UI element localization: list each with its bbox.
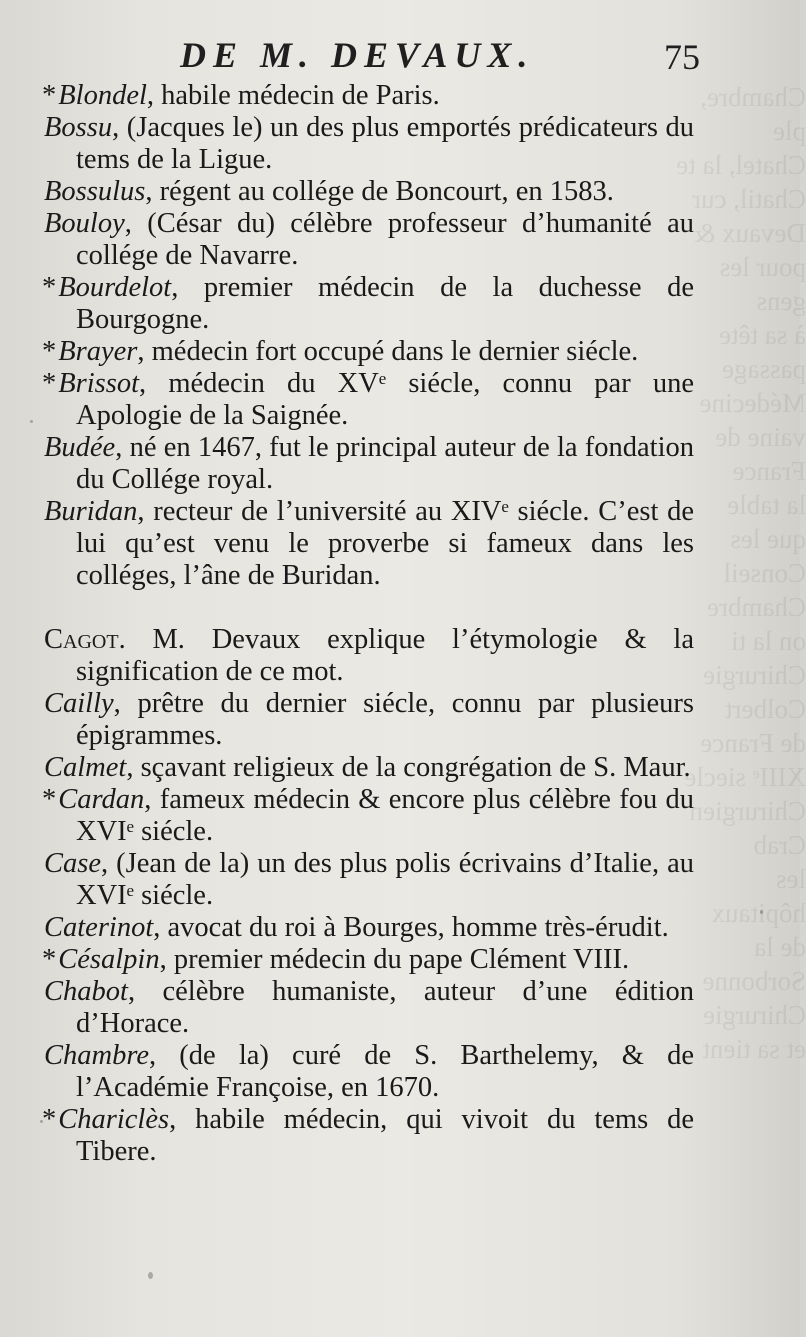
entry-marker: *: [42, 784, 57, 815]
entry-text: , prêtre du dernier siécle, connu par plusieurs épigrammes.: [76, 688, 694, 751]
index-entry: [42, 752, 694, 784]
entry-text: , (Jacques le) un des plus emportés prédicateurs du tems de la Ligue.: [76, 112, 694, 175]
page-number: 75: [664, 37, 700, 77]
entry-name: Chariclès: [58, 1104, 170, 1135]
running-head: DE M. DEVAUX.: [180, 35, 535, 75]
entry-name: Cardan: [58, 784, 145, 815]
index-entry: [42, 944, 694, 976]
entry-text: , (César du) célèbre professeur d’humanité au collége de Navarre.: [76, 208, 694, 271]
index-entry: [42, 976, 694, 1040]
entry-marker: *: [42, 336, 57, 367]
index-entry: [42, 496, 694, 592]
entry-text: , régent au collége de Boncourt, en 1583.: [145, 176, 614, 207]
entry-name: Bossulus: [44, 176, 146, 207]
entry-name: Case: [44, 848, 101, 879]
index-entry: [42, 688, 694, 752]
entry-name: Bossu: [44, 112, 113, 143]
show-through-text: Chambre, ple Chatel, la te Chatil, cur Devaux & pour les gens à sa tête passage Médecine vaine de France la table que les Conseil Chambre on la ti Chirurgie Colbert de France XIIIᵉ siecle Chirurgien Crab les hôpitaux de la Sorbonne Chirurgie et sa tient: [676, 82, 806, 1064]
entry-name: Buridan: [44, 496, 138, 527]
index-entry: [42, 1104, 694, 1168]
entry-text: , (Jean de la) un des plus polis écrivains d’Italie, au XVIᵉ siécle.: [76, 848, 694, 911]
index-entry: [42, 848, 694, 912]
entry-name: Brissot: [58, 368, 140, 399]
entry-text: , médecin fort occupé dans le dernier siécle.: [137, 336, 639, 367]
index-entry: [42, 336, 694, 368]
entry-text: , premier médecin du pape Clément VIII.: [159, 944, 630, 975]
entry-name: Blondel: [58, 80, 147, 111]
entry-name: Cailly: [44, 688, 114, 719]
paper-speck: [148, 1272, 153, 1279]
entry-marker: *: [42, 80, 57, 111]
entry-name: Chabot: [44, 976, 128, 1007]
index-entries: [42, 80, 694, 1168]
index-entry: [42, 176, 694, 208]
entry-name: Budée: [44, 432, 116, 463]
index-entry: [42, 80, 694, 112]
entry-name: Brayer: [58, 336, 138, 367]
entry-text: , (de la) curé de S. Barthelemy, & de l’Académie Françoise, en 1670.: [76, 1040, 694, 1103]
entry-name: Bourdelot: [58, 272, 172, 303]
entry-text: , célèbre humaniste, auteur d’une édition d’Horace.: [76, 976, 694, 1039]
entry-text: , avocat du roi à Bourges, homme très-érudit.: [153, 912, 669, 943]
index-entry: [42, 1040, 694, 1104]
entry-name: Chambre: [44, 1040, 150, 1071]
page-header: [40, 34, 700, 84]
entry-name: Caterinot: [44, 912, 154, 943]
index-entry: [42, 784, 694, 848]
index-entry: [42, 112, 694, 176]
entry-text: , habile médecin, qui vivoit du tems de Tibere.: [76, 1104, 694, 1167]
index-entry: [42, 912, 694, 944]
entry-name: Césalpin: [58, 944, 160, 975]
index-entry: [42, 624, 694, 688]
index-entry: [42, 432, 694, 496]
entry-text: , né en 1467, fut le principal auteur de la fondation du Collége royal.: [76, 432, 694, 495]
entry-marker: *: [42, 368, 57, 399]
entry-text: , sçavant religieux de la congrégation de S. Maur.: [126, 752, 691, 783]
entry-text: , habile médecin de Paris.: [146, 80, 440, 111]
entry-name: Bouloy: [44, 208, 125, 239]
entry-name: Calmet: [44, 752, 127, 783]
entry-text: , recteur de l’université au XIVᵉ siécle. C’est de lui qu’est venu le proverbe si fameux dans les colléges, l’âne de Buridan.: [76, 496, 694, 591]
entry-text: , premier médecin de la duchesse de Bourgogne.: [76, 272, 694, 335]
paper-speck: [760, 910, 763, 914]
entry-marker: *: [42, 944, 57, 975]
entry-text: , fameux médecin & encore plus célèbre fou du XVIᵉ siécle.: [76, 784, 694, 847]
entry-marker: *: [42, 272, 57, 303]
paper-speck: [30, 420, 33, 423]
entry-text: . M. Devaux explique l’étymologie & la signification de ce mot.: [76, 624, 694, 687]
entry-text: , médecin du XVᵉ siécle, connu par une Apologie de la Saignée.: [76, 368, 694, 431]
entry-name: Cagot: [44, 624, 119, 655]
index-entry: [42, 208, 694, 272]
entry-marker: *: [42, 1104, 57, 1135]
index-entry: [42, 368, 694, 432]
paper-speck: [40, 1120, 43, 1123]
index-entry: [42, 272, 694, 336]
